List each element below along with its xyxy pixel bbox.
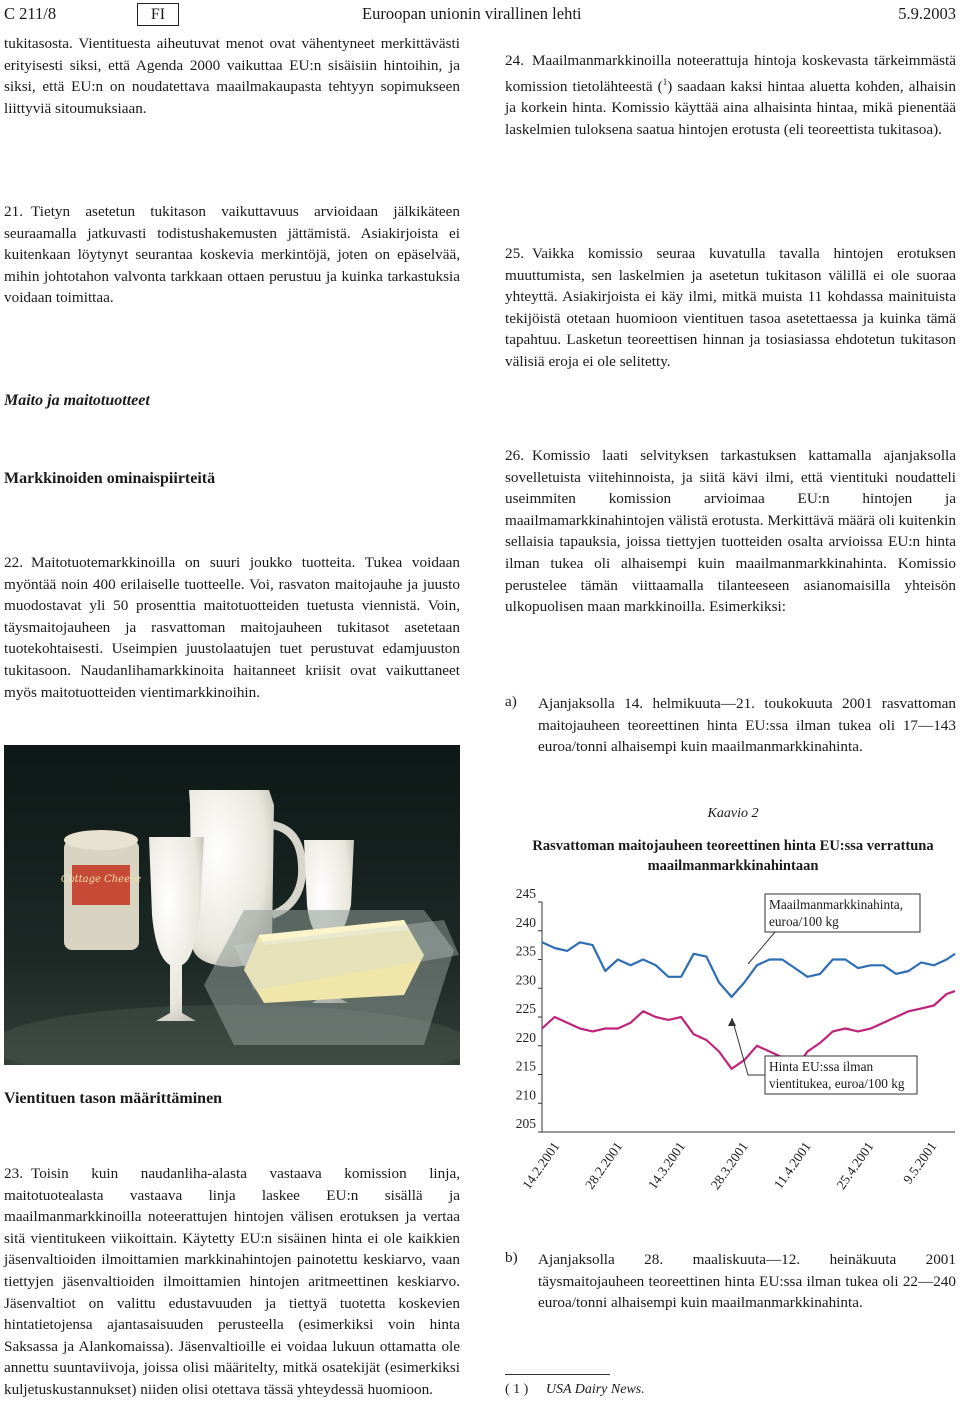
dairy-products-photo bbox=[4, 745, 460, 1065]
subsection-heading-market: Markkinoiden ominaispiirteitä bbox=[4, 470, 216, 487]
x-tick-label: 14.3.2001 bbox=[644, 1139, 689, 1192]
y-tick-label: 220 bbox=[515, 1029, 536, 1045]
paragraph-text-a: Maailmanmarkkinoilla noteerattuja hintoja koskevasta tärkeimmästä komission tietolähteestä ( bbox=[505, 52, 956, 95]
paragraph-number: 22. bbox=[4, 554, 23, 571]
paragraph-number: 25. bbox=[505, 245, 524, 262]
footnote-reference: 1 bbox=[662, 76, 668, 87]
x-tick-label: 25.4.2001 bbox=[833, 1139, 877, 1192]
footnote-rule bbox=[505, 1374, 610, 1375]
page-number: C 211/8 bbox=[4, 4, 57, 23]
paragraph-text: Toisin kuin naudanliha-alasta vastaava komission linja, maitotuotealasta vastaava linja laskee EU:n sisällä ja maailmanmarkkinoilla noteerattujen hintojen välisen erotuksen ja vertaa sitä vientitukeen viikoittain. Käytetty EU:n sisäinen hinta ei ole kaikkien jäsenvaltioiden ilmoittamien markkinahintojen painotettu keskiarvo, vaan tiettyjen jäsenvaltioiden ilmoittamien hintojen aritmeettinen keskiarvo. Jäsenvaltiot on valittu edustavuuden ja tiettyä tuotetta koskevien hintatietojensa ajantasaisuuden perusteella (esimerkiksi voin hinta Saksassa ja Alankomaissa). Jäsenvaltioille ei voidaa lukuun ottamatta ole annettu suuntaviivoja, joissa olisi määritelty, mitkä osatekijät (esimerkiksi kuljetuskustannukset) niiden olisi otettava tässä yhteydessä huomioon. bbox=[4, 1165, 460, 1398]
list-item-a bbox=[505, 693, 956, 758]
paragraph-number: 21. bbox=[4, 203, 23, 220]
list-item-b bbox=[505, 1249, 956, 1314]
cottage-cheese-label: Cottage Cheese bbox=[60, 874, 142, 885]
y-tick-label: 235 bbox=[515, 943, 536, 959]
y-tick-label: 245 bbox=[515, 886, 536, 901]
legend-label-eu-price: Hinta EU:ssa ilman vientitukea, euroa/100 kg bbox=[769, 1059, 905, 1091]
paragraph-22 bbox=[4, 552, 460, 703]
paragraph-text: Maitotuotemarkkinoilla on suuri joukko tuotteita. Tukea voidaan myöntää noin 400 erilaiselle tuotteelle. Voi, rasvaton maitojauhe ja juusto muodostavat yli 50 prosenttia maitotuotteiden tuetusta viennistä. Voin, täysmaitojauheen ja rasvattoman maitojauheen tukitasot asetetaan tuotekohtaisesti. Useimpien juustolaatujen tuet perustuvat edamjuuston tukitasoon. Naudanlihamarkkinoita haitanneet kriisit ovat vaikuttaneet myös maitotuotteiden vientimarkkinoihin. bbox=[4, 554, 460, 701]
series-line-world-price bbox=[542, 942, 955, 997]
list-item-text: Ajanjaksolla 14. helmikuuta—21. toukokuuta 2001 rasvattoman maitojauheen teoreettinen hinta EU:ssa ilman tukea oli 17—143 euroa/tonni alhaisempi kuin maailmanmarkkinahinta. bbox=[538, 695, 956, 756]
footnote-marker: ( 1 ) bbox=[505, 1382, 529, 1397]
y-tick-label: 225 bbox=[515, 1001, 536, 1016]
y-tick-label: 240 bbox=[515, 914, 536, 930]
paragraph-text: Vaikka komissio seuraa kuvatulla tavalla hintojen erotuksen muuttumista, sen laskelmien ja asetetun tukitason välillä ei ole suoraa yhteyttä. Asiakirjoista ei käy ilmi, mitkä muista 11 kohdassa mainituista tekijöistä otetaan huomioon vientituen tasoa asetettaessa ja kuinka tämä tapahtuu. Lasketun teoreettisen hinnan ja tosiasiassa ehdotetun tukitason välisiä eroja ei ole selitetty. bbox=[505, 245, 956, 370]
footnote-text: USA Dairy News. bbox=[545, 1382, 645, 1397]
paragraph-text: Komissio laati selvityksen tarkastuksen kattamalla ajanjaksolla sovelletuista viitehinnoista, ja siitä kävi ilmi, että vientituki noudatteli useimmiten komission arvioimaa EU:n hintojen ja maailmamarkkinahintojen välistä erotusta. Merkittävä määrä oli kuitenkin sellaisia tapauksia, joissa tiettyjen tuotteiden osalta arvioissa EU:n hinta ilman tukea oli alhaisempi kuin maailmanmarkkinahinta. Komissio perustelee tämän viittaamalla tilanteeseen asianomaisilla yhteisön ulkopuolisen maan markkinoilla. Esimerkiksi: bbox=[505, 447, 956, 616]
paragraph-21 bbox=[4, 201, 460, 309]
price-comparison-chart bbox=[500, 880, 960, 1200]
callout-arrow-eu-price bbox=[728, 1018, 736, 1026]
y-tick-label: 230 bbox=[515, 972, 536, 988]
paragraph-26 bbox=[505, 445, 956, 618]
list-item-text: Ajanjaksolla 28. maaliskuuta—12. heinäkuuta 2001 täysmaitojauheen teoreettinen hinta EU:ssa ilman tukea oli 22—240 euroa/tonni alhaisempi kuin maailmanmarkkinahinta. bbox=[538, 1251, 956, 1312]
x-tick-label: 14.2.2001 bbox=[519, 1139, 563, 1192]
legend-label-world-price: Maailmanmarkkinahinta, euroa/100 kg bbox=[769, 897, 904, 929]
subsection-heading-export: Vientituen tason määrittäminen bbox=[4, 1090, 223, 1107]
publication-date: 5.9.2003 bbox=[898, 4, 956, 23]
list-item-label: a) bbox=[505, 693, 517, 710]
paragraph-number: 23. bbox=[4, 1165, 23, 1182]
paragraph-24 bbox=[505, 50, 956, 140]
paragraph-25 bbox=[505, 243, 956, 373]
chart-title: Rasvattoman maitojauheen teoreettinen hinta EU:ssa verrattuna maailmanmarkkinahintaan bbox=[532, 838, 934, 874]
journal-title: Euroopan unionin virallinen lehti bbox=[362, 4, 582, 23]
y-tick-label: 210 bbox=[515, 1087, 536, 1103]
chart-caption: Kaavio 2 bbox=[707, 806, 759, 821]
footnote bbox=[505, 1382, 645, 1398]
x-tick-label: 11.4.2001 bbox=[770, 1139, 814, 1192]
paragraph-23 bbox=[4, 1163, 460, 1401]
section-heading-dairy: Maito ja maitotuotteet bbox=[4, 392, 150, 409]
language-code: FI bbox=[137, 3, 179, 26]
x-tick-label: 28.2.2001 bbox=[582, 1139, 626, 1192]
paragraph-continuation: tukitasosta. Vientituesta aiheutuvat menot ovat vähentyneet merkittävästi erityisesti siksi, että Agenda 2000 vaikuttaa EU:n sisäisiin hintoihin, ja siksi, että EU:n on noudatettava maailmakaupasta tehtyyn sopimukseen liittyviä sitoumuksiaan. bbox=[4, 35, 460, 117]
list-item-label: b) bbox=[505, 1249, 518, 1266]
y-tick-label: 205 bbox=[515, 1116, 536, 1131]
paragraph-number: 24. bbox=[505, 52, 524, 69]
x-tick-label: 28.3.2001 bbox=[707, 1139, 751, 1192]
paragraph-text-b: ) saadaan kaksi hintaa aluetta kohden, alhaisin ja korkein hinta. Komissio käyttää aina alhaisinta hintaa, mikä pienentää laskelmien tuloksena saatua hintojen erotusta (eli teoreettista tukitasoa). bbox=[505, 77, 956, 138]
x-tick-label: 9.5.2001 bbox=[900, 1139, 940, 1187]
paragraph-text: Tietyn asetetun tukitason vaikuttavuus arvioidaan jälkikäteen seuraamalla jatkuvasti todistushakemusten jättämistä. Asiakirjoista ei kuitenkaan löytynyt seurantaa koskevia merkintöjä, joten on epäselvää, mihin johtotahon valvonta tarkkaan ottaen perustuu ja kuinka tarkastuksia voidaan toimittaa. bbox=[4, 203, 460, 307]
dairy-products-illustration bbox=[4, 745, 460, 1065]
paragraph-number: 26. bbox=[505, 447, 524, 464]
y-tick-label: 215 bbox=[515, 1058, 536, 1074]
